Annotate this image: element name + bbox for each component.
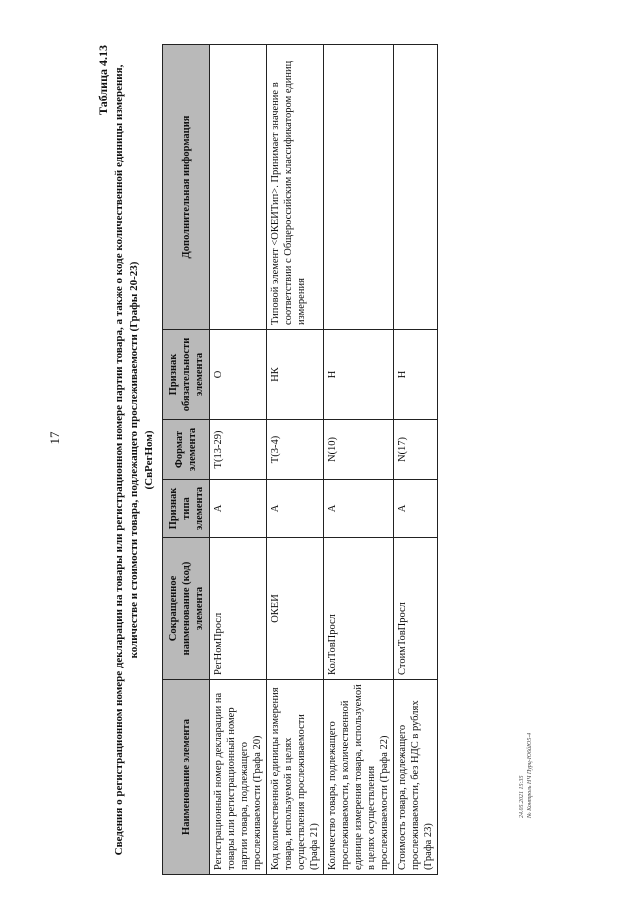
elements-table (162, 44, 438, 875)
cell-required: Н (324, 330, 394, 420)
cell-name: Регистрационный номер декларации на товары или регистрационный номер партии товара, подлежащего прослеживаемости (Графа 20) (210, 680, 267, 875)
stamp-line-date: 24.05.2021 15:35 (519, 775, 525, 818)
cell-required: Н (394, 330, 438, 420)
cell-format: T(13-29) (210, 420, 267, 480)
cell-name: Стоимость товара, подлежащего прослеживаемости, без НДС в рублях (Графа 23) (394, 680, 438, 875)
column-header-info: Дополнительная информация (163, 45, 210, 330)
document-stamp (518, 588, 534, 818)
cell-info (210, 45, 267, 330)
cell-type: А (324, 480, 394, 538)
cell-format: T(3-4) (267, 420, 324, 480)
column-header-code: Сокращенное наименование (код) элемента (163, 538, 210, 680)
cell-code: ОКЕИ (267, 538, 324, 680)
cell-code: КолТовПросл (324, 538, 394, 680)
table-label: Таблица 4.13 (96, 45, 110, 115)
column-header-type: Признак типа элемента (163, 480, 210, 538)
rotated-page-content (95, 45, 461, 875)
page-number: 17 (47, 431, 62, 445)
stamp-line-control: № Контроль НЧ Пурц-Ю6йЮ5-4 (527, 732, 533, 818)
table-caption: Сведения о регистрационном номере декларации на товары или регистрационном номере партии товара, а также о коде количественной единицы измерения, количестве и стоимости товара, подлежащего прослеживаемости (Графы 20-23) (113, 64, 140, 856)
table-header-row (163, 45, 210, 875)
cell-type: А (267, 480, 324, 538)
cell-required: О (210, 330, 267, 420)
table-row (267, 45, 324, 875)
cell-info: Типовой элемент <ОКЕИТип>. Принимает значение в соответствии с Общероссийским классификатором единиц измерения (267, 45, 324, 330)
column-header-format: Формат элемента (163, 420, 210, 480)
cell-format: N(17) (394, 420, 438, 480)
column-header-required: Признак обязательности элемента (163, 330, 210, 420)
cell-code: РегНомПросл (210, 538, 267, 680)
table-row (394, 45, 438, 875)
table-row (324, 45, 394, 875)
table-row (210, 45, 267, 875)
column-header-name: Наименование элемента (163, 680, 210, 875)
table-caption-code: (СвРегНом) (143, 430, 155, 490)
cell-name: Количество товара, подлежащего прослеживаемости, в количественной единице измерения товара, используемой в целях осуществления прослеживаемости (Графа 22) (324, 680, 394, 875)
cell-type: А (210, 480, 267, 538)
cell-format: N(10) (324, 420, 394, 480)
cell-type: А (394, 480, 438, 538)
cell-info (324, 45, 394, 330)
cell-info (394, 45, 438, 330)
cell-code: СтоимТовПросл (394, 538, 438, 680)
cell-required: НК (267, 330, 324, 420)
cell-name: Код количественной единицы измерения товара, используемой в целях осуществления прослеживаемости (Графа 21) (267, 680, 324, 875)
